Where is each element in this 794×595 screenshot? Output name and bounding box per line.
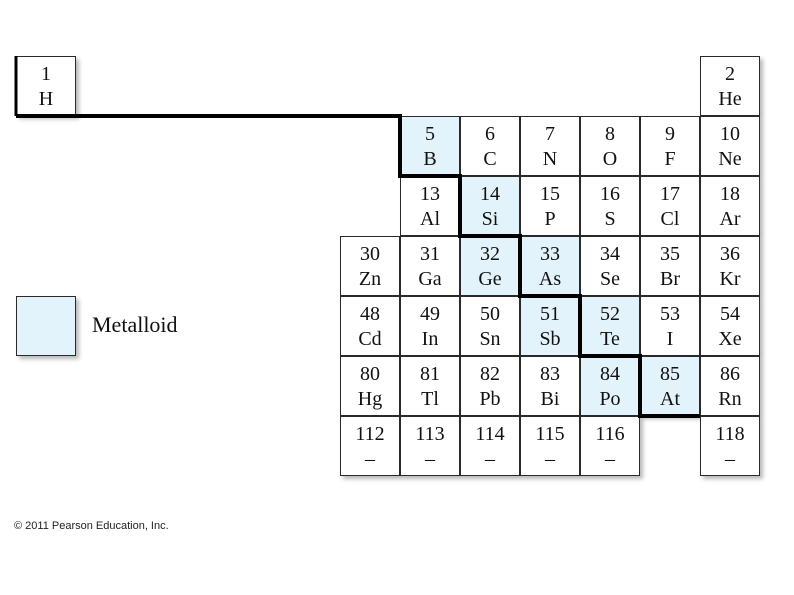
element-symbol: In <box>421 328 439 350</box>
atomic-number: 86 <box>720 363 740 385</box>
element-cell <box>580 236 640 296</box>
element-cell <box>460 236 520 296</box>
metalloid-legend-label: Metalloid <box>92 312 178 337</box>
element-cell <box>700 176 760 236</box>
element-symbol: Si <box>481 208 499 230</box>
element-cell <box>400 416 460 476</box>
element-cell <box>700 56 760 116</box>
element-symbol: – <box>545 448 555 470</box>
atomic-number: 31 <box>420 243 440 265</box>
atomic-number: 115 <box>535 423 565 445</box>
element-cell <box>400 236 460 296</box>
atomic-number: 48 <box>360 303 380 325</box>
atomic-number: 10 <box>720 123 740 145</box>
atomic-number: 118 <box>715 423 745 445</box>
element-cell <box>580 176 640 236</box>
atomic-number: 82 <box>480 363 500 385</box>
element-cell <box>520 356 580 416</box>
atomic-number: 114 <box>475 423 505 445</box>
atomic-number: 34 <box>600 243 620 265</box>
element-symbol: He <box>718 88 742 110</box>
atomic-number: 53 <box>660 303 680 325</box>
element-symbol: – <box>485 448 495 470</box>
atomic-number: 16 <box>600 183 620 205</box>
element-symbol: Ne <box>718 148 742 170</box>
element-cell <box>340 296 400 356</box>
atomic-number: 54 <box>720 303 740 325</box>
element-symbol: – <box>605 448 615 470</box>
element-cell <box>340 236 400 296</box>
element-symbol: – <box>725 448 735 470</box>
element-cell <box>340 416 400 476</box>
atomic-number: 113 <box>415 423 445 445</box>
element-symbol: Rn <box>718 388 742 410</box>
element-cell <box>580 116 640 176</box>
atomic-number: 112 <box>355 423 385 445</box>
element-cell <box>460 416 520 476</box>
element-cell <box>640 176 700 236</box>
element-cell <box>460 356 520 416</box>
element-cell <box>520 116 580 176</box>
atomic-number: 80 <box>360 363 380 385</box>
element-cell <box>640 236 700 296</box>
element-cell <box>520 236 580 296</box>
element-cell <box>400 116 460 176</box>
atomic-number: 6 <box>485 123 495 145</box>
atomic-number: 7 <box>545 123 555 145</box>
atomic-number: 36 <box>720 243 740 265</box>
atomic-number: 14 <box>480 183 500 205</box>
element-cell <box>460 176 520 236</box>
element-cell <box>460 296 520 356</box>
element-symbol: I <box>666 328 674 350</box>
element-symbol: S <box>604 208 616 230</box>
element-cell <box>700 236 760 296</box>
element-symbol: Bi <box>540 388 560 410</box>
element-symbol: B <box>423 148 437 170</box>
element-cell <box>700 116 760 176</box>
element-cell <box>700 416 760 476</box>
atomic-number: 18 <box>720 183 740 205</box>
atomic-number: 81 <box>420 363 440 385</box>
element-symbol: Al <box>420 208 440 230</box>
element-symbol: F <box>664 148 676 170</box>
atomic-number: 84 <box>600 363 620 385</box>
element-symbol: – <box>425 448 435 470</box>
element-symbol: O <box>602 148 618 170</box>
element-symbol: Zn <box>358 268 382 290</box>
element-cell <box>640 296 700 356</box>
element-symbol: P <box>544 208 556 230</box>
element-cell <box>520 416 580 476</box>
element-cell <box>520 296 580 356</box>
atomic-number: 17 <box>660 183 680 205</box>
element-symbol: At <box>660 388 680 410</box>
atomic-number: 30 <box>360 243 380 265</box>
element-cell <box>640 356 700 416</box>
element-symbol: C <box>483 148 497 170</box>
atomic-number: 13 <box>420 183 440 205</box>
element-cell <box>400 356 460 416</box>
element-symbol: Cl <box>660 208 680 230</box>
element-symbol: Sb <box>539 328 561 350</box>
atomic-number: 52 <box>600 303 620 325</box>
element-cell <box>520 176 580 236</box>
element-cell <box>640 116 700 176</box>
element-symbol: As <box>538 268 562 290</box>
atomic-number: 116 <box>595 423 625 445</box>
atomic-number: 1 <box>41 63 51 85</box>
element-symbol: Te <box>600 328 620 350</box>
atomic-number: 15 <box>540 183 560 205</box>
element-symbol: Br <box>660 268 680 290</box>
element-cell <box>580 356 640 416</box>
element-symbol: Se <box>600 268 620 290</box>
element-symbol: Sn <box>479 328 501 350</box>
atomic-number: 2 <box>725 63 735 85</box>
element-cell <box>16 56 76 116</box>
element-symbol: Hg <box>357 388 383 410</box>
element-symbol: Po <box>599 388 621 410</box>
element-cell <box>400 176 460 236</box>
atomic-number: 8 <box>605 123 615 145</box>
element-symbol: Ge <box>478 268 502 290</box>
element-cell <box>580 296 640 356</box>
atomic-number: 83 <box>540 363 560 385</box>
atomic-number: 50 <box>480 303 500 325</box>
element-symbol: Kr <box>719 268 741 290</box>
element-symbol: Ar <box>719 208 741 230</box>
atomic-number: 32 <box>480 243 500 265</box>
element-cell <box>460 116 520 176</box>
element-cell <box>340 356 400 416</box>
element-cell <box>700 296 760 356</box>
element-symbol: – <box>365 448 375 470</box>
element-symbol: Pb <box>479 388 501 410</box>
atomic-number: 51 <box>540 303 560 325</box>
metalloid-legend-swatch <box>16 296 76 356</box>
element-symbol: H <box>38 88 54 110</box>
atomic-number: 9 <box>665 123 675 145</box>
element-symbol: Tl <box>421 388 439 410</box>
element-cell <box>580 416 640 476</box>
element-symbol: N <box>542 148 558 170</box>
atomic-number: 35 <box>660 243 680 265</box>
atomic-number: 33 <box>540 243 560 265</box>
atomic-number: 49 <box>420 303 440 325</box>
element-cell <box>400 296 460 356</box>
atomic-number: 5 <box>425 123 435 145</box>
copyright-notice: © 2011 Pearson Education, Inc. <box>14 520 169 532</box>
element-symbol: Cd <box>358 328 382 350</box>
element-cell <box>700 356 760 416</box>
element-symbol: Xe <box>718 328 742 350</box>
atomic-number: 85 <box>660 363 680 385</box>
element-symbol: Ga <box>418 268 442 290</box>
